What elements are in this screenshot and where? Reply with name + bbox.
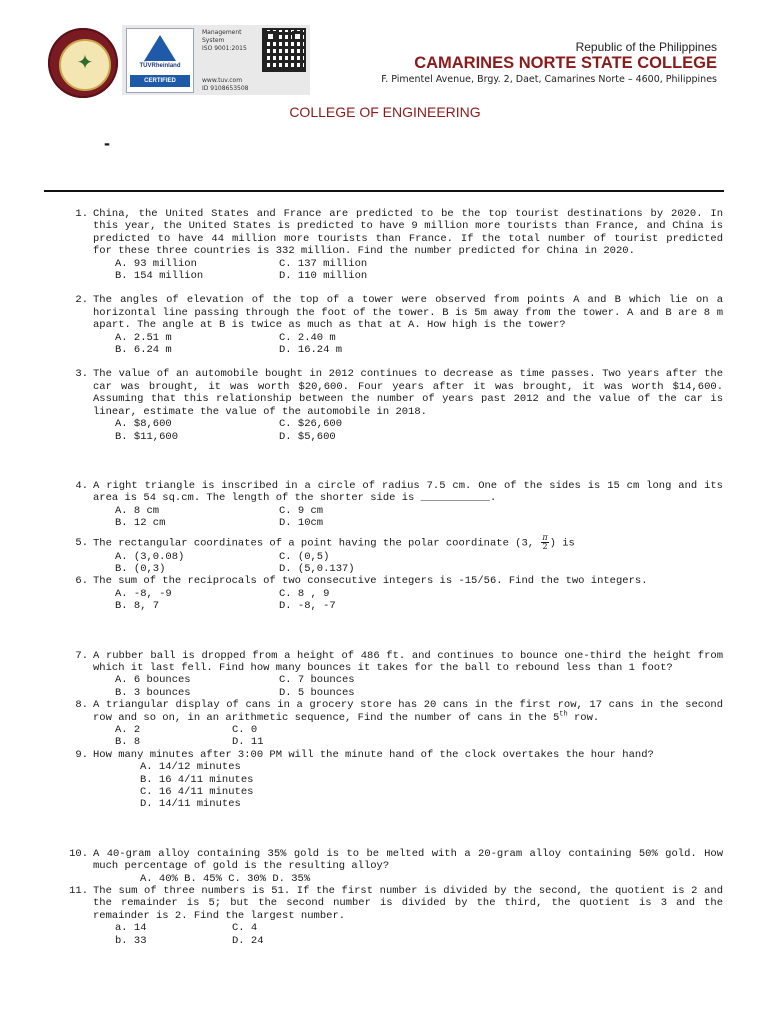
question-2 bbox=[66, 294, 723, 356]
option: D. (5,0.137) bbox=[279, 562, 355, 575]
fraction-numerator: π bbox=[542, 532, 548, 542]
question-number: 1. bbox=[75, 208, 88, 220]
question-number: 10. bbox=[69, 847, 88, 860]
option: D. 5 bounces bbox=[279, 686, 355, 699]
option: B. 3 bounces bbox=[115, 686, 191, 699]
question-number: 3. bbox=[75, 368, 88, 381]
question-text-after: ) is bbox=[549, 536, 575, 549]
question-11 bbox=[66, 885, 723, 947]
question-text: A right triangle is inscribed in a circle of radius 7.5 cm. One of the sides is 15 cm long and its area is 54 sq.cm. The length of the shorter side is ___________. bbox=[93, 479, 723, 505]
cert-line: ISO 9001:2015 bbox=[202, 45, 247, 52]
question-text-after: row. bbox=[567, 711, 600, 724]
option: B. 6.24 m bbox=[115, 344, 172, 357]
option: B. 16 4/11 minutes bbox=[140, 773, 254, 786]
answer-options bbox=[93, 724, 723, 749]
question-text: A rubber ball is dropped from a height of 486 ft. and continues to bounce one-third the height from which it last fell. Find how many bounces it takes for the ball to rebound less than 1 foot? bbox=[93, 649, 723, 674]
option: D. 16.24 m bbox=[279, 344, 343, 357]
answer-options bbox=[93, 761, 723, 811]
option: C. 16 4/11 minutes bbox=[140, 786, 254, 799]
question-number: 11. bbox=[69, 885, 88, 898]
question-text-before: A triangular display of cans in a grocery store has 20 cans in the first row, 17 cans in the second row and so on, in an arithmetic sequence, Find the number of cans in the 5 bbox=[93, 699, 723, 724]
question-7 bbox=[66, 650, 723, 700]
department-title: COLLEGE OF ENGINEERING bbox=[289, 104, 481, 120]
tuv-certified-badge: CERTIFIED bbox=[130, 75, 190, 87]
cert-system-text bbox=[202, 29, 247, 53]
option: B. (0,3) bbox=[115, 562, 166, 575]
question-number: 8. bbox=[75, 699, 88, 712]
answer-options bbox=[93, 674, 723, 699]
option: b. 33 bbox=[115, 934, 147, 947]
tuv-certified-logo bbox=[126, 28, 194, 93]
option: C. $26,600 bbox=[279, 418, 343, 431]
option: A. -8, -9 bbox=[115, 587, 172, 600]
question-number: 6. bbox=[75, 575, 88, 588]
option: A. 2 bbox=[115, 724, 141, 736]
certification-band bbox=[122, 25, 310, 95]
college-seal-logo bbox=[48, 28, 118, 98]
option: a. 14 bbox=[115, 922, 147, 935]
question-9 bbox=[66, 749, 723, 811]
tuv-brand: TÜVRheinland bbox=[139, 63, 181, 69]
option: A. 93 million bbox=[115, 257, 197, 270]
option: C. 8 , 9 bbox=[279, 587, 330, 600]
cert-id: ID 9108653508 bbox=[202, 85, 249, 92]
header-dash: - bbox=[104, 133, 110, 153]
answer-options bbox=[93, 922, 723, 947]
question-number: 2. bbox=[75, 294, 88, 307]
question-text: A 40-gram alloy containing 35% gold is to be melted with a 20-gram alloy containing 50% gold. How much percentage of gold is the resulting alloy? bbox=[93, 847, 723, 873]
question-text bbox=[93, 534, 723, 551]
cert-web: www.tuv.com bbox=[202, 77, 243, 84]
option: B. 8 bbox=[115, 736, 141, 749]
question-text: The sum of three numbers is 51. If the first number is divided by the second, the quotient is 2 and the remainder is 5; but the second number is divided by the third, the quotient is 3 and the remainder is 2. Find the largest number. bbox=[93, 885, 723, 922]
answer-options bbox=[93, 418, 723, 443]
option: A. (3,0.08) bbox=[115, 550, 185, 563]
option: C. (0,5) bbox=[279, 550, 330, 563]
answer-options bbox=[93, 551, 723, 576]
cert-line: System bbox=[202, 37, 225, 44]
seal-star-icon: ✦ bbox=[76, 50, 94, 74]
option: B. 154 million bbox=[115, 270, 204, 283]
option: C. 137 million bbox=[279, 257, 368, 270]
option: A. 2.51 m bbox=[115, 331, 172, 344]
cert-web-text bbox=[202, 77, 248, 93]
question-text: China, the United States and France are predicted to be the top tourist destinations by 2020. In this year, the United States is predicted to have 9 million more tourists than France, and China is predicted to have 44 million more tourists than France. If the total number of tourist predicted for these three countries is 332 million. Find the number predicted for China in 2020. bbox=[93, 208, 723, 258]
answer-options: A. 40% B. 45% C. 30% D. 35% bbox=[140, 872, 311, 885]
option: A. 8 cm bbox=[115, 504, 160, 517]
question-8 bbox=[66, 699, 723, 749]
question-number: 4. bbox=[75, 479, 88, 492]
question-text: The angles of elevation of the top of a tower were observed from points A and B which lie on a horizontal line passing through the foot of the tower. B is 5m away from the tower. A and B are 8 m apart. The angle at B is twice as much as that at A. How high is the tower? bbox=[93, 294, 723, 332]
question-5 bbox=[66, 534, 723, 576]
qr-code-icon bbox=[262, 28, 306, 72]
option: D. 10cm bbox=[279, 517, 324, 530]
option: C. 4 bbox=[232, 922, 258, 935]
question-number: 7. bbox=[75, 649, 88, 662]
question-text bbox=[93, 699, 723, 724]
tuv-triangle-icon bbox=[144, 35, 176, 61]
option: B. 8, 7 bbox=[115, 600, 160, 613]
option: D. 24 bbox=[232, 934, 264, 947]
seal-year: 1992 bbox=[76, 84, 90, 90]
republic-heading: Republic of the Philippines bbox=[575, 40, 717, 54]
ordinal-suffix: th bbox=[559, 710, 568, 719]
answer-options bbox=[93, 332, 723, 357]
pi-over-2-fraction bbox=[541, 534, 548, 551]
option: C. 7 bounces bbox=[279, 674, 355, 687]
college-address: F. Pimentel Avenue, Brgy. 2, Daet, Camarines Norte – 4600, Philippines bbox=[381, 74, 717, 85]
question-text: How many minutes after 3:00 PM will the minute hand of the clock overtakes the hour hand? bbox=[93, 748, 654, 761]
cert-line: Management bbox=[202, 29, 242, 36]
option: D. 110 million bbox=[279, 270, 368, 283]
option: A. $8,600 bbox=[115, 418, 172, 431]
fraction-denominator: 2 bbox=[542, 541, 548, 551]
question-list bbox=[66, 208, 723, 947]
question-10 bbox=[66, 848, 723, 885]
header-divider bbox=[44, 190, 724, 192]
option: D. 14/11 minutes bbox=[140, 798, 241, 811]
question-1 bbox=[66, 208, 723, 282]
question-text-before: The rectangular coordinates of a point having the polar coordinate (3, bbox=[93, 536, 535, 549]
option: A. 6 bounces bbox=[115, 674, 191, 687]
answer-options bbox=[93, 258, 723, 283]
option: D. 11 bbox=[232, 736, 264, 749]
option: B. 12 cm bbox=[115, 517, 166, 530]
question-6 bbox=[66, 575, 723, 612]
option: C. 2.40 m bbox=[279, 331, 336, 344]
answer-options bbox=[93, 588, 723, 613]
question-4 bbox=[66, 480, 723, 530]
question-text: The sum of the reciprocals of two consecutive integers is -15/56. Find the two integers. bbox=[93, 575, 648, 588]
question-3 bbox=[66, 368, 723, 442]
option: C. 9 cm bbox=[279, 504, 324, 517]
college-name: CAMARINES NORTE STATE COLLEGE bbox=[414, 54, 717, 72]
answer-options bbox=[93, 505, 723, 530]
question-text: The value of an automobile bought in 2012 continues to decrease as time passes. Two years after the car was brought, it was worth $20,600. Four years after it was brought, it was worth $14,600. Assuming that this relationship between the number of years past 2012 and the value of the car is linear, estimate the value of the automobile in 2018. bbox=[93, 368, 723, 418]
option: D. -8, -7 bbox=[279, 600, 336, 613]
option: A. 14/12 minutes bbox=[140, 761, 241, 774]
option: B. $11,600 bbox=[115, 430, 179, 443]
question-number: 9. bbox=[75, 748, 88, 761]
option: D. $5,600 bbox=[279, 430, 336, 443]
question-number: 5. bbox=[75, 536, 88, 549]
option: C. 0 bbox=[232, 724, 258, 736]
